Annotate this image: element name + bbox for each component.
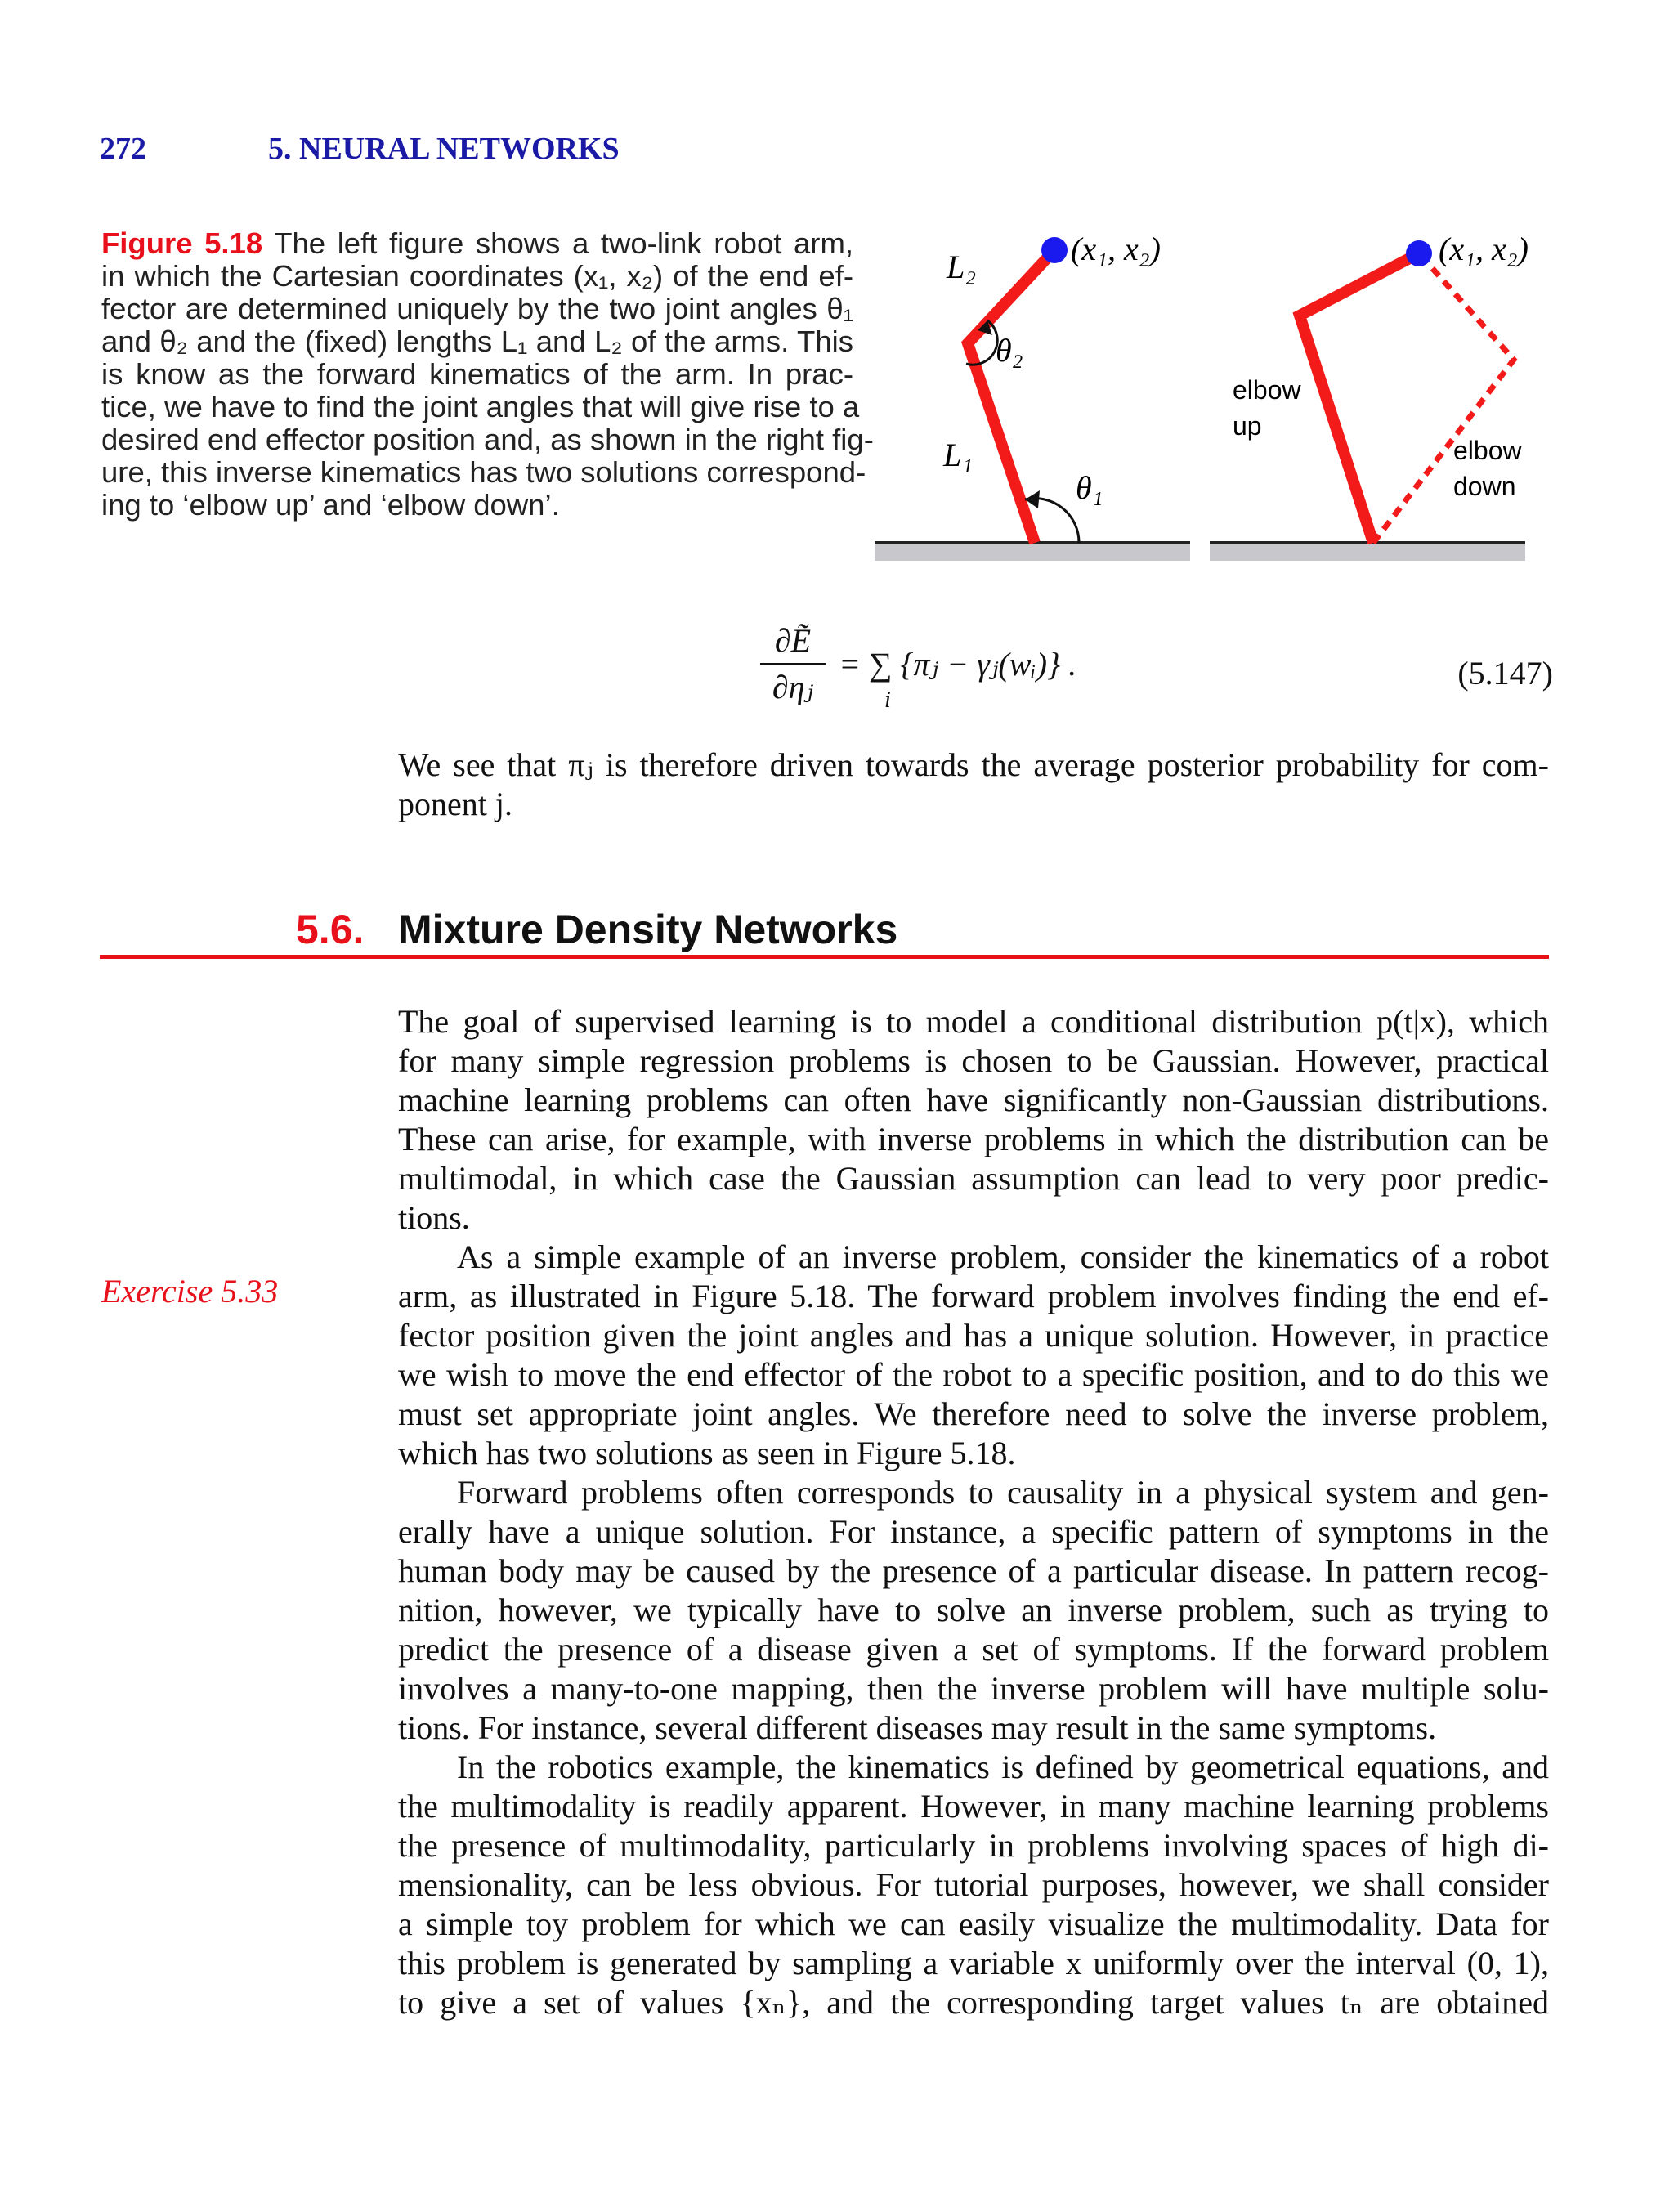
text-line: the multimodality is readily apparent. However, in many machine learning problems [398,1788,1549,1825]
text-line: which has two solutions as seen in Figure 5.18. [398,1435,1016,1471]
text-line: In the robotics example, the kinematics is defined by geometrical equations, and [457,1749,1549,1785]
elbow-up-label-2: up [1233,411,1262,441]
running-head: 5. NEURAL NETWORKS [268,132,620,166]
text-line: The goal of supervised learning is to model a conditional distribution p(t|x), which [398,1003,1549,1040]
text-line: erally have a unique solution. For instance, a specific pattern of symptoms in the [398,1513,1549,1550]
caption-line: and θ₂ and the (fixed) lengths L₁ and L₂ of the arms. This [101,325,853,358]
robot-arm-figure [866,221,1545,572]
text-line: a simple toy problem for which we can easily visualize the multimodality. Data for [398,1905,1549,1942]
left-ground [875,544,1190,561]
equation-rhs: = ∑ {πⱼ − γⱼ(wᵢ)} . [839,645,1077,683]
text-line: multimodal, in which case the Gaussian assumption can lead to very poor predic- [398,1160,1549,1197]
section-rule [100,955,1549,959]
figure-label: Figure 5.18 [101,226,263,260]
angle1-label: θ₁ [1076,469,1103,506]
text-line: fector position given the joint angles and has a unique solution. However, in practice [398,1317,1549,1354]
text-line: the presence of multimodality, particularly in problems involving spaces of high di- [398,1827,1549,1864]
elbow-down-label-2: down [1453,472,1516,501]
equation-sum-index: i [884,687,891,713]
equation-number: (5.147) [1457,655,1553,692]
text-line: to give a set of values {xₙ}, and the corresponding target values tₙ are obtained [398,1984,1549,2021]
body-text [398,1002,1549,2022]
text-line: machine learning problems can often have significantly non-Gaussian distributions. [398,1081,1549,1118]
caption-line: The left figure shows a two-link robot arm, [274,226,853,260]
text-line: mensionality, can be less obvious. For tutorial purposes, however, we shall consider [398,1866,1549,1903]
caption-line: in which the Cartesian coordinates (x₁, x₂) of the end ef- [101,259,853,293]
text-line: we wish to move the end effector of the robot to a specific position, and to do this we [398,1356,1549,1393]
caption-line: is know as the forward kinematics of the arm. In prac- [101,357,853,391]
text-line: involves a many-to-one mapping, then the inverse problem will have multiple solu- [398,1670,1549,1707]
equation-denominator: ∂ηⱼ [772,669,814,705]
text-line: tions. For instance, several different diseases may result in the same symptoms. [398,1709,1437,1746]
paragraph-after-equation [398,746,1549,824]
section-title: Mixture Density Networks [398,907,898,952]
caption-line: fector are determined uniquely by the two joint angles θ₁ [101,292,853,325]
text-line: We see that πⱼ is therefore driven towards the average posterior probability for com- [398,746,1549,783]
left-end-effector [1041,237,1068,263]
right-end-effector [1406,240,1432,266]
elbow-down-label-1: elbow [1453,436,1522,465]
text-line: nition, however, we typically have to solve an inverse problem, such as trying to [398,1592,1549,1628]
section-number: 5.6. [296,907,365,952]
caption-line: ure, this inverse kinematics has two solutions correspond- [101,455,866,489]
right-end-label: (x₁, x₂) [1439,231,1529,267]
text-line: Forward problems often corresponds to causality in a physical system and gen- [457,1474,1549,1511]
left-end-label: (x₁, x₂) [1071,231,1161,267]
page-number: 272 [100,132,146,166]
figure-caption [101,226,874,522]
link1-label: L₁ [943,437,974,473]
angle2-label: θ₂ [996,332,1023,369]
elbow-up-links [1300,253,1419,543]
elbow-up-label-1: elbow [1233,375,1301,405]
caption-line: ing to ‘elbow up’ and ‘elbow down’. [101,488,560,522]
equation-numerator: ∂Ẽ [774,622,812,659]
caption-line: desired end effector position and, as shown in the right fig- [101,423,874,456]
link2-label: L₂ [947,249,977,285]
text-line: These can arise, for example, with inverse problems in which the distribution can be [398,1121,1549,1157]
text-line: for many simple regression problems is chosen to be Gaussian. However, practical [398,1042,1549,1079]
text-line: human body may be caused by the presence of a particular disease. In pattern recog- [398,1552,1549,1589]
text-line: arm, as illustrated in Figure 5.18. The forward problem involves finding the end ef- [398,1278,1549,1314]
text-line: this problem is generated by sampling a variable x uniformly over the interval (0, 1), [398,1945,1549,1981]
text-line: must set appropriate joint angles. We therefore need to solve the inverse problem, [398,1395,1549,1432]
text-line: predict the presence of a disease given a set of symptoms. If the forward problem [398,1631,1549,1668]
right-ground [1210,544,1525,561]
caption-line: tice, we have to find the joint angles that will give rise to a [101,390,860,423]
equation-5-147 [760,621,1077,713]
exercise-margin-note[interactable]: Exercise 5.33 [101,1273,279,1310]
text-line: tions. [398,1199,470,1236]
text-line: As a simple example of an inverse problem, consider the kinematics of a robot [457,1238,1549,1275]
text-line: ponent j. [398,786,512,822]
